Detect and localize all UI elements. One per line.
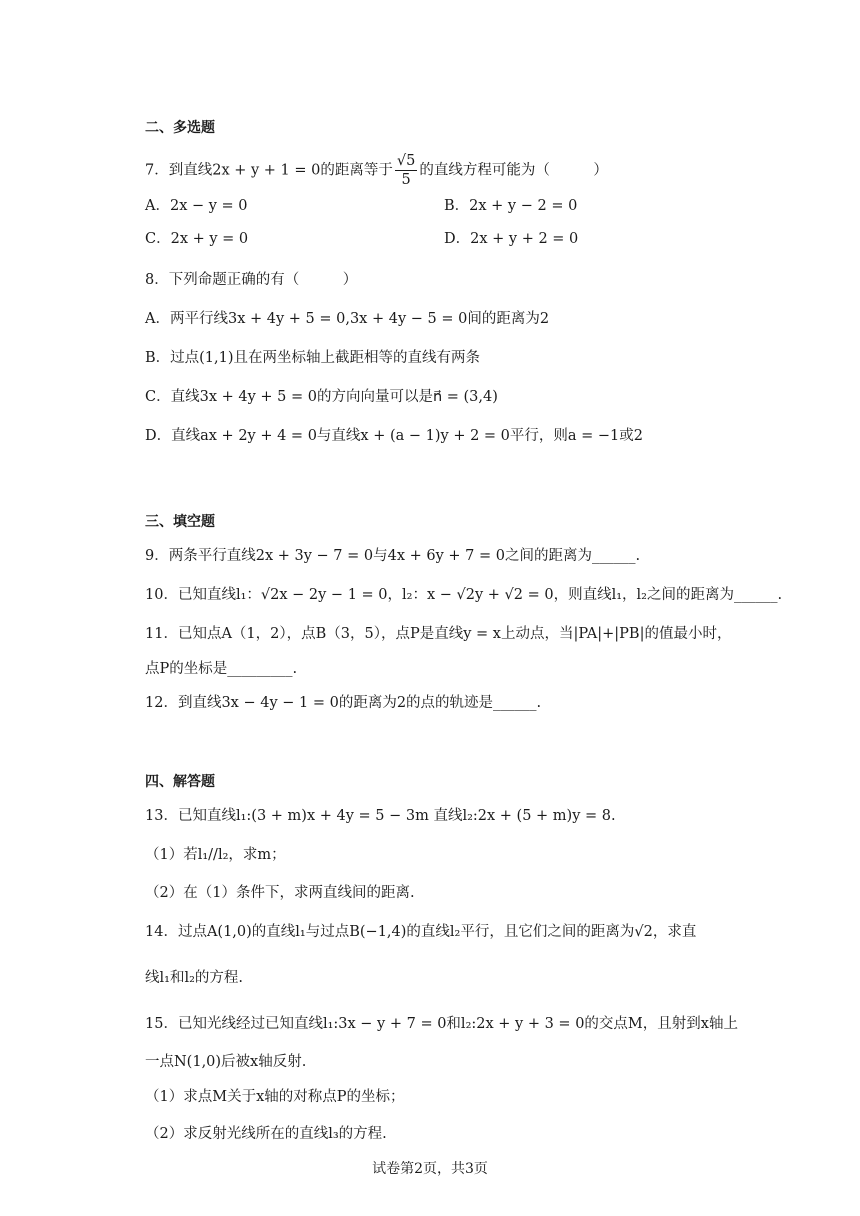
question-15-line-1: 15．已知光线经过已知直线l₁:3x − y + 7 = 0和l₂:2x + y + 3 = 0的交点M，且射到x轴上 (145, 1016, 738, 1032)
question-13-part-2: （2）在（1）条件下，求两直线间的距离. (145, 885, 415, 901)
fraction-denominator: 5 (401, 172, 411, 188)
fraction-numerator: √5 (396, 153, 416, 169)
question-15-part-1: （1）求点M关于x轴的对称点P的坐标； (145, 1089, 405, 1105)
question-7-option-c: C．2x + y = 0 (145, 231, 249, 247)
question-14-line-1: 14．过点A(1,0)的直线l₁与过点B(−1,4)的直线l₂平行，且它们之间的距离为√2，求直 (145, 924, 697, 940)
question-13-stem: 13．已知直线l₁:(3 + m)x + 4y = 5 − 3m 直线l₂:2x + (5 + m)y = 8. (145, 808, 616, 824)
question-7-option-a: A．2x − y = 0 (145, 198, 248, 214)
question-12: 12．到直线3x − 4y − 1 = 0的距离为2的点的轨迹是______. (145, 695, 542, 711)
question-15-line-2: 一点N(1,0)后被x轴反射. (145, 1054, 307, 1070)
question-11-line-1: 11．已知点A（1，2），点B（3，5），点P是直线y = x上动点，当|PA|+|PB|的值最小时， (145, 626, 732, 642)
section-heading-multiple-choice: 二、多选题 (145, 120, 215, 136)
question-13-part-1: （1）若l₁//l₂，求m； (145, 847, 286, 863)
question-7-option-b: B．2x + y − 2 = 0 (444, 198, 578, 214)
question-7-option-d: D．2x + y + 2 = 0 (444, 231, 579, 247)
question-9: 9．两条平行直线2x + 3y − 7 = 0与4x + 6y + 7 = 0之间的距离为______. (145, 548, 641, 564)
question-7-stem-pre: 7．到直线2x + y + 1 = 0的距离等于 (145, 162, 393, 179)
question-8-option-a: A．两平行线3x + 4y + 5 = 0,3x + 4y − 5 = 0间的距离为2 (145, 311, 550, 327)
fraction-sqrt5-over-5 (395, 152, 417, 189)
question-8-option-d: D．直线ax + 2y + 4 = 0与直线x + (a − 1)y + 2 = 0平行，则a = −1或2 (145, 428, 644, 444)
question-15-part-2: （2）求反射光线所在的直线l₃的方程. (145, 1126, 387, 1142)
question-10: 10．已知直线l₁：√2x − 2y − 1 = 0，l₂：x − √2y + √2 = 0，则直线l₁，l₂之间的距离为______. (145, 587, 783, 603)
question-8-stem: 8．下列命题正确的有（ ） (145, 272, 358, 288)
section-heading-fill-in: 三、填空题 (145, 514, 215, 530)
section-heading-solve: 四、解答题 (145, 774, 215, 790)
question-14-line-2: 线l₁和l₂的方程. (145, 970, 244, 986)
page-footer: 试卷第2页，共3页 (372, 1161, 488, 1177)
question-8-option-c: C．直线3x + 4y + 5 = 0的方向向量可以是n⃗ = (3,4) (145, 389, 498, 405)
question-11-line-2: 点P的坐标是_________. (145, 661, 298, 677)
question-8-option-b: B．过点(1,1)且在两坐标轴上截距相等的直线有两条 (145, 350, 481, 366)
question-7-stem (145, 152, 608, 189)
question-7-stem-post: 的直线方程可能为（ ） (419, 162, 608, 179)
